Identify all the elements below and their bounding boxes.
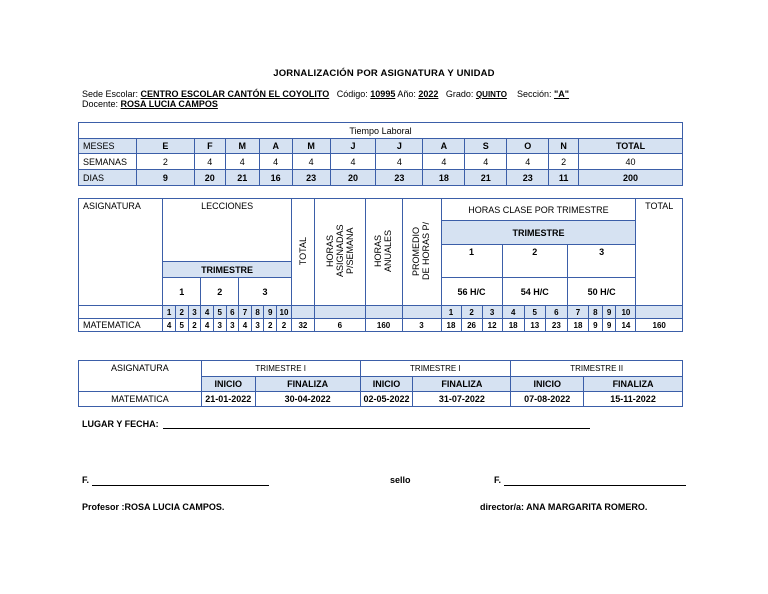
sede-label: Sede Escolar: xyxy=(82,89,139,99)
lesson-number: 1 xyxy=(163,306,176,319)
codigo-label: Código: xyxy=(336,89,368,99)
dia-cell: 20 xyxy=(330,170,376,186)
date-cell: 31-07-2022 xyxy=(413,392,511,407)
row-total-hc: 160 xyxy=(636,319,683,332)
fechas-trimestre-2: TRIMESTRE I xyxy=(360,361,511,377)
unit-number: 6 xyxy=(545,306,567,319)
semana-cell: 4 xyxy=(423,154,465,170)
promedio-label: PROMEDIO DE HORAS P/ xyxy=(410,222,431,281)
unit-number: 3 xyxy=(482,306,502,319)
tiempo-caption: Tiempo Laboral xyxy=(79,123,683,139)
semana-cell: 4 xyxy=(376,154,423,170)
seccion-label: Sección: xyxy=(516,89,552,99)
month-cell: A xyxy=(259,139,292,154)
total-hc-header: TOTAL xyxy=(636,199,683,306)
docente-label: Docente: xyxy=(82,99,119,109)
horas-anuales-header xyxy=(365,199,402,306)
semanas-label: SEMANAS xyxy=(79,154,137,170)
leccion-value: 3 xyxy=(213,319,226,332)
anio-value: 2022 xyxy=(418,89,439,99)
date-cell: 07-08-2022 xyxy=(511,392,584,407)
horas-anuales-label: HORAS ANUALES xyxy=(372,229,393,273)
dia-cell: 16 xyxy=(259,170,292,186)
horas-asignadas-header xyxy=(315,199,366,306)
codigo-value: 10995 xyxy=(370,89,396,99)
months-label: MESES xyxy=(79,139,137,154)
month-cell: N xyxy=(549,139,579,154)
unidad-value: 9 xyxy=(602,319,616,332)
lec-trimestre-2: 2 xyxy=(201,278,239,306)
table-row xyxy=(79,392,683,407)
fechas-materia: MATEMATICA xyxy=(79,392,202,407)
month-cell: F xyxy=(194,139,225,154)
semana-cell: 4 xyxy=(259,154,292,170)
horas-asignadas-label: HORAS ASIGNADAS P/SEMANA xyxy=(324,224,355,278)
months-row xyxy=(79,139,683,154)
leccion-value: 5 xyxy=(175,319,188,332)
table-row xyxy=(79,319,683,332)
lugar-fecha-line xyxy=(163,428,590,429)
semana-cell: 4 xyxy=(225,154,259,170)
sello-label: sello xyxy=(390,475,411,485)
unidad-value: 9 xyxy=(589,319,603,332)
dias-total: 200 xyxy=(579,170,683,186)
total-lecciones-label: TOTAL xyxy=(297,236,308,266)
fechas-trimestre-3: TRIMESTRE II xyxy=(511,361,683,377)
firma-right-label: F. xyxy=(494,475,502,485)
document-title: JORNALIZACIÓN POR ASIGNATURA Y UNIDAD xyxy=(273,68,495,79)
hc-trimestre-header: TRIMESTRE xyxy=(441,221,636,245)
finaliza-header: FINALIZA xyxy=(413,377,511,392)
anio-label: Año: xyxy=(397,89,416,99)
lesson-number: 2 xyxy=(175,306,188,319)
unit-number: 1 xyxy=(441,306,461,319)
dia-cell: 9 xyxy=(136,170,194,186)
hc-trimestre-3: 3 xyxy=(567,245,636,278)
empty-cell xyxy=(365,306,402,319)
semana-cell: 4 xyxy=(330,154,376,170)
semana-cell: 4 xyxy=(194,154,225,170)
hc-trimestre-1: 1 xyxy=(441,245,502,278)
semana-cell: 2 xyxy=(549,154,579,170)
semanas-row xyxy=(79,154,683,170)
unidad-value: 12 xyxy=(482,319,502,332)
empty-cell xyxy=(315,306,366,319)
finaliza-header: FINALIZA xyxy=(584,377,683,392)
fechas-trimestre-1: TRIMESTRE I xyxy=(201,361,360,377)
unit-number: 4 xyxy=(502,306,524,319)
semana-cell: 2 xyxy=(136,154,194,170)
semanas-total: 40 xyxy=(579,154,683,170)
planning-table xyxy=(78,198,683,332)
leccion-value: 2 xyxy=(188,319,201,332)
lesson-number: 3 xyxy=(188,306,201,319)
unit-number: 2 xyxy=(461,306,482,319)
lugar-fecha-label: LUGAR Y FECHA: xyxy=(82,419,159,429)
numbers-row xyxy=(79,306,683,319)
unidad-value: 18 xyxy=(567,319,588,332)
total-header: TOTAL xyxy=(579,139,683,154)
asignatura-header: ASIGNATURA xyxy=(79,199,163,306)
date-cell: 30-04-2022 xyxy=(255,392,360,407)
row-horas-semana: 6 xyxy=(315,319,366,332)
dia-cell: 18 xyxy=(423,170,465,186)
leccion-value: 2 xyxy=(264,319,277,332)
row-total: 32 xyxy=(291,319,314,332)
leccion-value: 4 xyxy=(163,319,176,332)
date-cell: 15-11-2022 xyxy=(584,392,683,407)
leccion-value: 3 xyxy=(251,319,264,332)
unidad-value: 18 xyxy=(441,319,461,332)
docente-line xyxy=(82,99,218,109)
month-cell: S xyxy=(465,139,507,154)
unit-number: 8 xyxy=(589,306,603,319)
month-cell: E xyxy=(136,139,194,154)
unidad-value: 18 xyxy=(502,319,524,332)
firma-left-label: F. xyxy=(82,475,90,485)
director-signature-name: director/a: ANA MARGARITA ROMERO. xyxy=(480,502,648,512)
month-cell: A xyxy=(423,139,465,154)
promedio-header xyxy=(402,199,441,306)
dia-cell: 23 xyxy=(507,170,549,186)
date-cell: 02-05-2022 xyxy=(360,392,413,407)
dia-cell: 11 xyxy=(549,170,579,186)
total-lecciones-header xyxy=(291,199,314,306)
horas-clase-header: HORAS CLASE POR TRIMESTRE xyxy=(441,199,636,221)
firma-left-line xyxy=(92,485,269,486)
school-info-line xyxy=(82,89,569,99)
lesson-number: 6 xyxy=(226,306,239,319)
dia-cell: 23 xyxy=(292,170,330,186)
lesson-number: 4 xyxy=(201,306,214,319)
grado-label: Grado: xyxy=(445,89,474,99)
date-cell: 21-01-2022 xyxy=(201,392,255,407)
fechas-table xyxy=(78,360,683,407)
seccion-value: "A" xyxy=(553,89,570,99)
leccion-value: 4 xyxy=(201,319,214,332)
semana-cell: 4 xyxy=(465,154,507,170)
hc-trimestre-2: 2 xyxy=(502,245,567,278)
empty-cell xyxy=(402,306,441,319)
dia-cell: 20 xyxy=(194,170,225,186)
unit-number: 7 xyxy=(567,306,588,319)
lecciones-header: LECCIONES xyxy=(163,199,292,262)
semana-cell: 4 xyxy=(292,154,330,170)
row-asignatura: MATEMATICA xyxy=(79,319,163,332)
docente-value: ROSA LUCIA CAMPOS xyxy=(120,99,218,109)
fechas-asignatura-header: ASIGNATURA xyxy=(79,361,202,392)
month-cell: M xyxy=(225,139,259,154)
lec-trimestre-header: TRIMESTRE xyxy=(163,262,292,278)
dias-row xyxy=(79,170,683,186)
dia-cell: 21 xyxy=(225,170,259,186)
lec-trimestre-1: 1 xyxy=(163,278,201,306)
unidad-value: 13 xyxy=(524,319,545,332)
hc-value-2: 54 H/C xyxy=(502,278,567,306)
inicio-header: INICIO xyxy=(511,377,584,392)
tiempo-laboral-table xyxy=(78,122,683,186)
grado-value: QUINTO xyxy=(475,90,507,99)
lesson-number: 9 xyxy=(264,306,277,319)
row-promedio: 3 xyxy=(402,319,441,332)
row-horas-anuales: 160 xyxy=(365,319,402,332)
lesson-number: 10 xyxy=(277,306,292,319)
dias-label: DIAS xyxy=(79,170,137,186)
hc-value-1: 56 H/C xyxy=(441,278,502,306)
finaliza-header: FINALIZA xyxy=(255,377,360,392)
lec-trimestre-3: 3 xyxy=(239,278,292,306)
unit-number: 9 xyxy=(602,306,616,319)
unidad-value: 14 xyxy=(616,319,636,332)
sede-value: CENTRO ESCOLAR CANTÓN EL COYOLITO xyxy=(140,89,330,99)
month-cell: J xyxy=(376,139,423,154)
month-cell: O xyxy=(507,139,549,154)
empty-cell xyxy=(636,306,683,319)
dia-cell: 23 xyxy=(376,170,423,186)
lesson-number: 7 xyxy=(239,306,252,319)
month-cell: M xyxy=(292,139,330,154)
lesson-number: 8 xyxy=(251,306,264,319)
unit-number: 5 xyxy=(524,306,545,319)
hc-value-3: 50 H/C xyxy=(567,278,636,306)
empty-cell xyxy=(291,306,314,319)
lesson-number: 5 xyxy=(213,306,226,319)
empty-cell xyxy=(79,306,163,319)
dia-cell: 21 xyxy=(465,170,507,186)
semana-cell: 4 xyxy=(507,154,549,170)
unidad-value: 23 xyxy=(545,319,567,332)
unidad-value: 26 xyxy=(461,319,482,332)
inicio-header: INICIO xyxy=(360,377,413,392)
month-cell: J xyxy=(330,139,376,154)
leccion-value: 4 xyxy=(239,319,252,332)
profesor-signature-name: Profesor :ROSA LUCIA CAMPOS. xyxy=(82,502,225,512)
leccion-value: 3 xyxy=(226,319,239,332)
leccion-value: 2 xyxy=(277,319,292,332)
firma-right-line xyxy=(504,485,686,486)
inicio-header: INICIO xyxy=(201,377,255,392)
unit-number: 10 xyxy=(616,306,636,319)
